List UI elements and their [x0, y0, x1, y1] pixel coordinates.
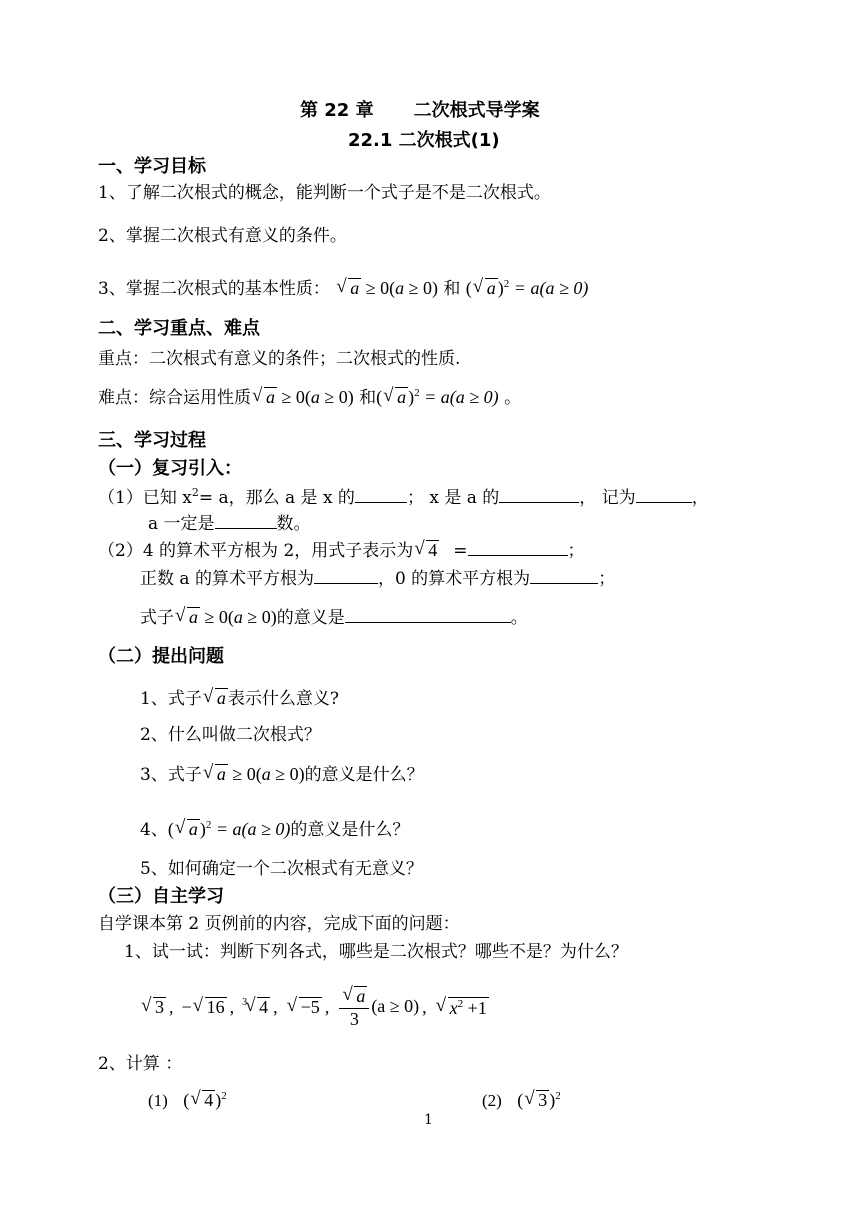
text: 1、式子: [140, 689, 202, 709]
formula-sqrt-a-ge-0: √ a ≥ 0(a ≥ 0): [251, 387, 354, 407]
heading-process: 三、学习过程: [98, 430, 206, 451]
formula-sqrt-a-squared: (√ a )$^2$ = a(a ≥ 0): [376, 387, 499, 407]
key-point: 重点：二次根式有意义的条件；二次根式的性质.: [98, 349, 461, 369]
text: 3、式子: [140, 765, 202, 785]
page-number: 1: [424, 1112, 433, 1128]
expr-sqrt-3: √ 3: [140, 997, 166, 1019]
text: ；: [567, 541, 585, 561]
text: ； x 是 a 的: [406, 488, 500, 508]
text: 的意义是什么？: [304, 765, 424, 785]
expr-sqrt-neg-5: √ −5: [286, 997, 322, 1019]
heading-questions: （二）提出问题: [98, 646, 224, 667]
expr-fraction: √ $\frac{a}{3}$ (a ≥ 0): [337, 986, 419, 1030]
text: 正数 a 的算术平方根为: [140, 569, 314, 589]
review-q1: [98, 486, 709, 508]
formula-sqrt-a-squared: (√ a )$^2$ = a(a ≥ 0): [466, 278, 589, 298]
review-q2: [98, 539, 585, 562]
question-5: 5、如何确定一个二次根式有无意义？: [140, 859, 423, 879]
and-text: 和: [443, 279, 461, 299]
self-study-intro: 自学课本第 2 页例前的内容，完成下面的问题：: [98, 914, 460, 934]
calc-1: [148, 1090, 227, 1112]
objective-2: 2、掌握二次根式有意义的条件。: [98, 226, 347, 246]
chapter-number: 第 22 章: [300, 100, 374, 121]
text: 。: [510, 608, 528, 628]
blank[interactable]: [215, 512, 277, 529]
and-text: 和: [359, 388, 377, 408]
task-1: 1、试一试：判断下列各式，哪些是二次根式？哪些不是？为什么？: [124, 942, 628, 962]
formula-sqrt-3-squared: (√ 3 )$^2$: [517, 1090, 561, 1110]
superscript: 2: [191, 486, 199, 499]
heading-objectives: 一、学习目标: [98, 156, 206, 177]
blank[interactable]: [468, 539, 568, 556]
text: 式子: [140, 608, 174, 628]
expr-neg-sqrt-16: −√ 16: [182, 997, 227, 1019]
calc-2: [482, 1090, 561, 1112]
separator: ,: [422, 997, 427, 1018]
objective-1: 1、了解二次根式的概念，能判断一个式子是不是二次根式。: [98, 183, 551, 203]
formula-sqrt-a-ge-0: √ a ≥ 0(a ≥ 0): [202, 764, 305, 784]
task-2: 2、计算 ：: [98, 1054, 183, 1074]
question-1: [140, 688, 339, 710]
chapter-name: 二次根式导学案: [413, 100, 540, 121]
blank[interactable]: [499, 486, 579, 503]
period: 。: [504, 388, 522, 408]
text: 的意义是什么？: [290, 820, 410, 840]
formula-sqrt-4-squared: (√ 4 )$^2$: [183, 1090, 227, 1110]
formula-sqrt-a-ge-0: √ a ≥ 0(a ≥ 0): [174, 607, 277, 627]
separator: ,: [229, 997, 235, 1018]
text: ，: [691, 488, 709, 508]
text: ，0 的算术平方根为: [377, 569, 531, 589]
objective-3: [98, 278, 588, 300]
difficulty-text: 难点：综合运用性质: [98, 388, 251, 408]
expr-sqrt-x2-plus-1: √ $x^2 +1$: [435, 997, 489, 1020]
heading-key-points: 二、学习重点、难点: [98, 318, 260, 339]
text: a 一定是: [148, 514, 215, 534]
text: =: [453, 541, 468, 561]
label: (2): [482, 1091, 502, 1110]
review-q1-cont: [148, 512, 311, 534]
heading-review: （一）复习引入：: [98, 458, 242, 479]
text: 数。: [276, 514, 311, 534]
separator: ,: [169, 997, 174, 1018]
question-2: 2、什么叫做二次根式？: [140, 725, 321, 745]
text: （1）已知 x: [98, 488, 192, 508]
text: 的意义是: [276, 608, 345, 628]
text: ；: [598, 569, 616, 589]
separator: ,: [273, 997, 278, 1018]
formula-sqrt-a-squared: (√ a )$^2$ = a(a ≥ 0): [168, 819, 291, 839]
text: 4、: [140, 820, 168, 840]
formula-sqrt-4: √ 4: [413, 540, 439, 560]
expression-list: [140, 978, 489, 1038]
blank[interactable]: [355, 486, 407, 503]
blank[interactable]: [314, 567, 378, 584]
text: ， 记为: [579, 488, 636, 508]
blank[interactable]: [530, 567, 598, 584]
chapter-title: [300, 100, 540, 122]
difficulty: [98, 387, 521, 409]
text: = a，那么 a 是 x 的: [198, 488, 355, 508]
objective-3-text: 3、掌握二次根式的基本性质：: [98, 279, 330, 299]
blank[interactable]: [345, 606, 511, 623]
formula-sqrt-a-ge-0: √ a ≥ 0(a ≥ 0): [335, 278, 438, 298]
text: 表示什么意义?: [227, 689, 339, 709]
review-q4: [140, 606, 528, 629]
review-q3: [140, 567, 615, 589]
blank[interactable]: [636, 486, 692, 503]
text: （2）4 的算术平方根为 2，用式子表示为: [98, 541, 414, 561]
separator: ,: [324, 997, 330, 1018]
heading-self-study: （三）自主学习: [98, 886, 224, 907]
question-4: [140, 819, 409, 841]
question-3: [140, 764, 424, 786]
section-title: 22.1 二次根式(1): [348, 130, 500, 151]
expr-cbrt-4: $^3$√ 4: [242, 997, 270, 1019]
formula-sqrt-a: √ a: [202, 688, 228, 708]
label: (1): [148, 1091, 168, 1110]
